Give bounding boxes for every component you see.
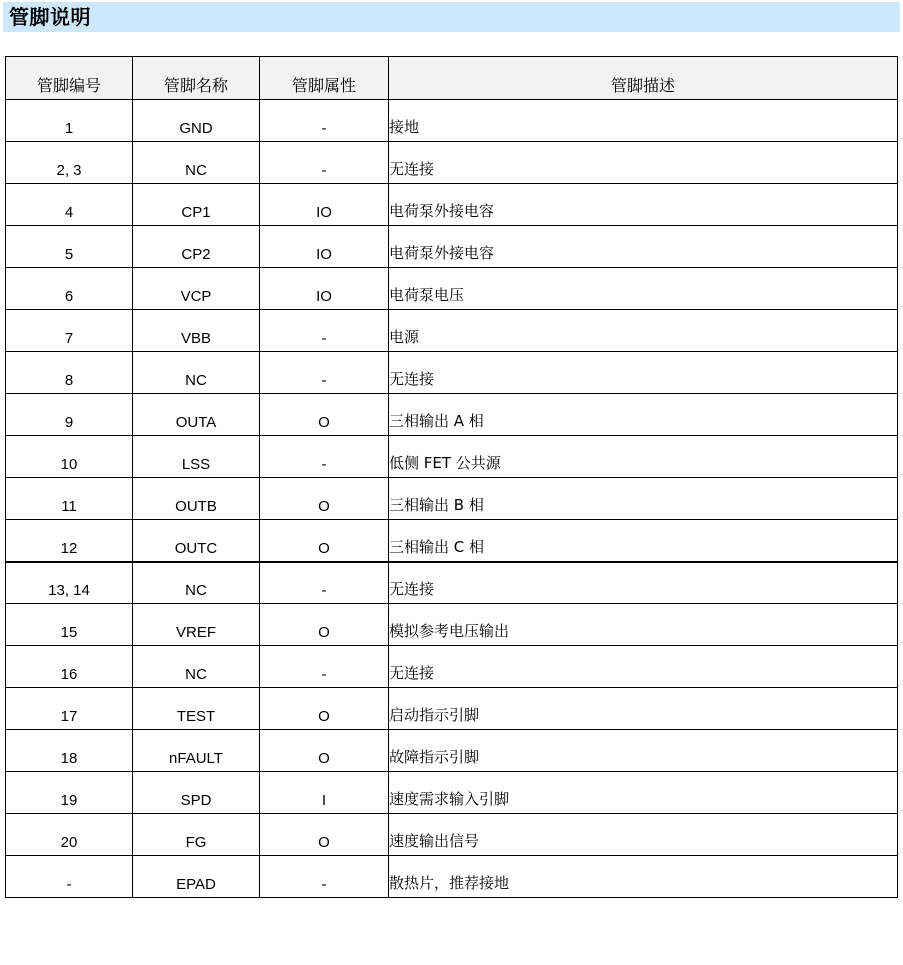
- pin-name-cell: EPAD: [133, 856, 260, 898]
- table-row: [6, 352, 898, 394]
- pin-name-cell: nFAULT: [133, 730, 260, 772]
- table-row: [6, 226, 898, 268]
- table-row: [6, 730, 898, 772]
- pin-number-cell: 18: [6, 730, 133, 772]
- pin-number-cell: 12: [6, 520, 133, 562]
- pin-attribute-cell: IO: [260, 268, 389, 310]
- pin-attribute-cell: -: [260, 436, 389, 478]
- header-pin-description: 管脚描述: [389, 57, 898, 100]
- pin-attribute-cell: I: [260, 772, 389, 814]
- table-row: [6, 436, 898, 478]
- table-row: [6, 688, 898, 730]
- table-row: [6, 520, 898, 562]
- table-row: [6, 100, 898, 142]
- pin-attribute-cell: O: [260, 394, 389, 436]
- pin-attribute-cell: O: [260, 730, 389, 772]
- pin-name-cell: TEST: [133, 688, 260, 730]
- table-row: [6, 562, 898, 604]
- pin-number-cell: 8: [6, 352, 133, 394]
- pin-name-cell: VREF: [133, 604, 260, 646]
- pin-number-cell: 9: [6, 394, 133, 436]
- pin-number-cell: 16: [6, 646, 133, 688]
- pin-number-cell: 6: [6, 268, 133, 310]
- pin-number-cell: 19: [6, 772, 133, 814]
- table-row: [6, 814, 898, 856]
- pin-number-cell: -: [6, 856, 133, 898]
- pin-attribute-cell: O: [260, 688, 389, 730]
- pin-description-cell: 电荷泵外接电容: [389, 226, 898, 268]
- pin-description-cell: 接地: [389, 100, 898, 142]
- table-row: [6, 268, 898, 310]
- pin-number-cell: 11: [6, 478, 133, 520]
- pin-description-cell: 无连接: [389, 352, 898, 394]
- table-row: [6, 394, 898, 436]
- pin-attribute-cell: O: [260, 814, 389, 856]
- pin-number-cell: 20: [6, 814, 133, 856]
- pin-number-cell: 4: [6, 184, 133, 226]
- pin-description-cell: 三相输出 C 相: [389, 520, 898, 562]
- header-pin-attribute: 管脚属性: [260, 57, 389, 100]
- pin-name-cell: GND: [133, 100, 260, 142]
- pin-description-cell: 三相输出 B 相: [389, 478, 898, 520]
- table-row: [6, 184, 898, 226]
- pin-description-cell: 三相输出 A 相: [389, 394, 898, 436]
- pin-name-cell: CP2: [133, 226, 260, 268]
- pin-description-cell: 无连接: [389, 562, 898, 604]
- table-row: [6, 772, 898, 814]
- pin-attribute-cell: -: [260, 352, 389, 394]
- pin-name-cell: VBB: [133, 310, 260, 352]
- table-row: [6, 604, 898, 646]
- pin-attribute-cell: -: [260, 646, 389, 688]
- table-row: [6, 646, 898, 688]
- section-header: [3, 2, 900, 32]
- pin-description-cell: 速度输出信号: [389, 814, 898, 856]
- header-pin-number: 管脚编号: [6, 57, 133, 100]
- pin-name-cell: NC: [133, 352, 260, 394]
- pin-number-cell: 7: [6, 310, 133, 352]
- pin-name-cell: CP1: [133, 184, 260, 226]
- pin-description-cell: 启动指示引脚: [389, 688, 898, 730]
- pin-name-cell: LSS: [133, 436, 260, 478]
- pin-name-cell: SPD: [133, 772, 260, 814]
- pin-name-cell: OUTB: [133, 478, 260, 520]
- pin-description-cell: 电源: [389, 310, 898, 352]
- pin-number-cell: 2, 3: [6, 142, 133, 184]
- pin-description-cell: 无连接: [389, 646, 898, 688]
- pin-description-cell: 故障指示引脚: [389, 730, 898, 772]
- pin-number-cell: 5: [6, 226, 133, 268]
- pin-table: [5, 56, 898, 898]
- pin-description-cell: 散热片，推荐接地: [389, 856, 898, 898]
- pin-name-cell: FG: [133, 814, 260, 856]
- pin-number-cell: 15: [6, 604, 133, 646]
- table-body: [6, 100, 898, 898]
- pin-number-cell: 13, 14: [6, 562, 133, 604]
- pin-name-cell: VCP: [133, 268, 260, 310]
- table-row: [6, 142, 898, 184]
- pin-attribute-cell: -: [260, 310, 389, 352]
- pin-name-cell: OUTC: [133, 520, 260, 562]
- pin-number-cell: 1: [6, 100, 133, 142]
- pin-description-cell: 低侧 FET 公共源: [389, 436, 898, 478]
- pin-attribute-cell: IO: [260, 184, 389, 226]
- header-pin-name: 管脚名称: [133, 57, 260, 100]
- pin-number-cell: 17: [6, 688, 133, 730]
- pin-attribute-cell: -: [260, 100, 389, 142]
- pin-attribute-cell: O: [260, 478, 389, 520]
- pin-name-cell: NC: [133, 142, 260, 184]
- table-row: [6, 856, 898, 898]
- pin-description-cell: 模拟参考电压输出: [389, 604, 898, 646]
- table-row: [6, 310, 898, 352]
- section-title: 管脚说明: [9, 5, 91, 29]
- pin-attribute-cell: -: [260, 562, 389, 604]
- pin-number-cell: 10: [6, 436, 133, 478]
- pin-name-cell: NC: [133, 646, 260, 688]
- pin-description-cell: 无连接: [389, 142, 898, 184]
- pin-description-cell: 电荷泵外接电容: [389, 184, 898, 226]
- pin-attribute-cell: -: [260, 142, 389, 184]
- table-header-row: [6, 57, 898, 100]
- pin-name-cell: NC: [133, 562, 260, 604]
- pin-attribute-cell: IO: [260, 226, 389, 268]
- table-row: [6, 478, 898, 520]
- pin-description-cell: 速度需求输入引脚: [389, 772, 898, 814]
- pin-attribute-cell: -: [260, 856, 389, 898]
- pin-name-cell: OUTA: [133, 394, 260, 436]
- pin-attribute-cell: O: [260, 520, 389, 562]
- pin-description-cell: 电荷泵电压: [389, 268, 898, 310]
- pin-attribute-cell: O: [260, 604, 389, 646]
